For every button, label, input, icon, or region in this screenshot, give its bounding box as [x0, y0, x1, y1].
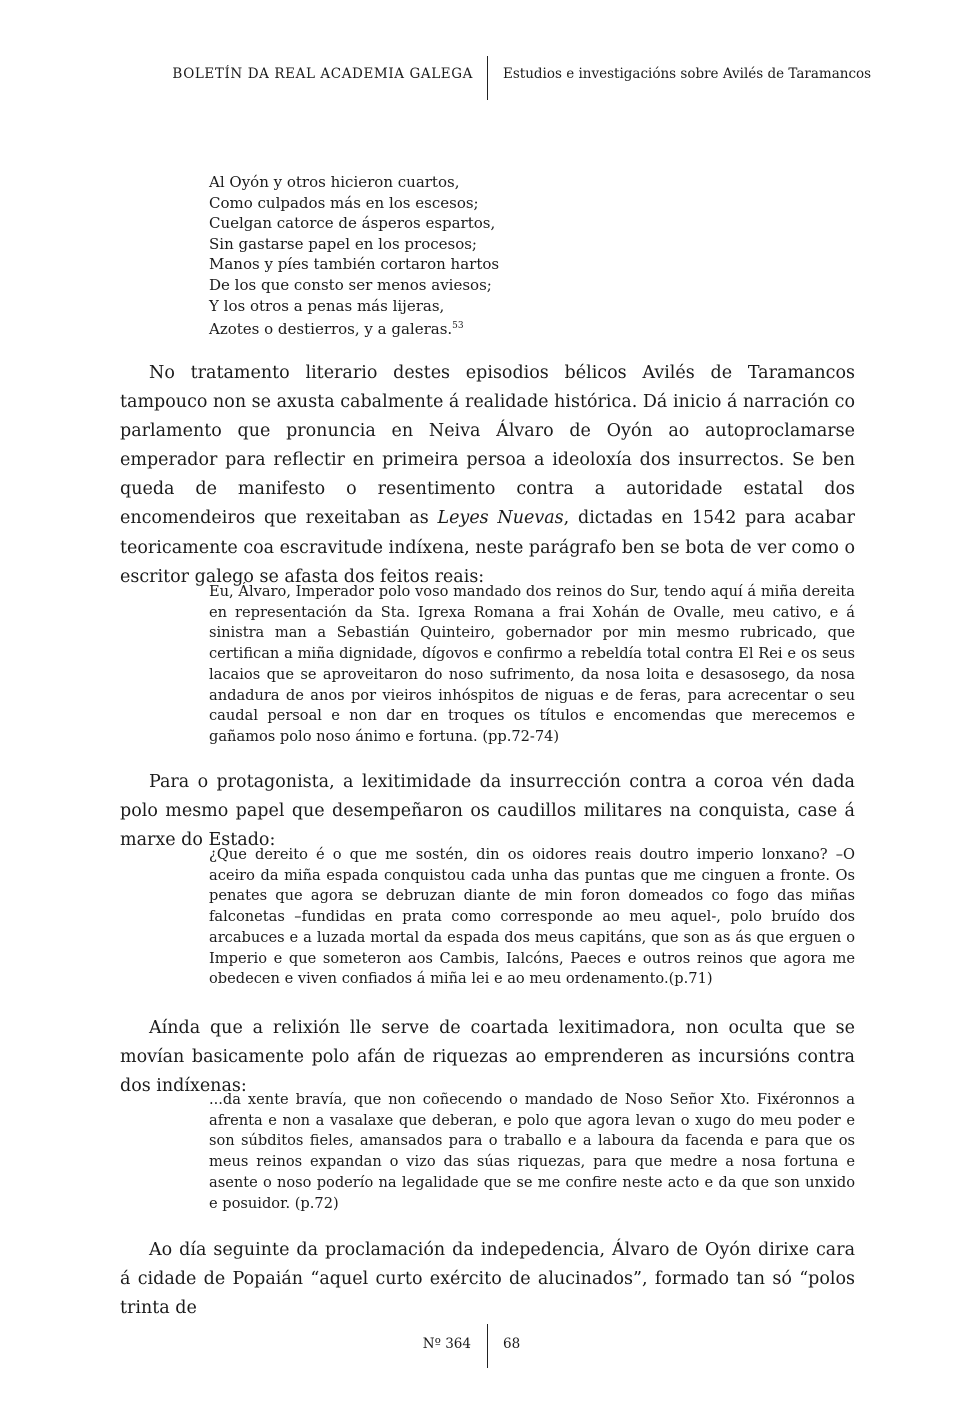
running-header	[0, 56, 975, 100]
journal-title: BOLETÍN DA REAL ACADEMIA GALEGA	[172, 66, 473, 82]
paragraph-text: Aínda que a relixión lle serve de coartada lexitimadora, non oculta que se movían basicamente polo afán de riquezas ao emprenderen as incursións contra dos indíxenas:	[120, 1018, 855, 1097]
paragraph-text: Ao día seguinte da proclamación da indepedencia, Álvaro de Oyón dirixe cara á cidade de Popaián “aquel curto exército de alucinados”, formado tan só “polos trinta de	[120, 1240, 855, 1319]
block-quote-1: Eu, Álvaro, Imperador polo voso mandado dos reinos do Sur, tendo aquí á miña dereita en representación da Sta. Igrexa Romana a frai Xohán de Ovalle, meu cativo, e á sinistra man a Sebastián Quinteiro, gobernador por min mesmo rubricado, que certifican a miña dignidade, dígovos e confirmo a rebeldía total contra El Rei e os seus lacaios que se aproveitaron do noso sufrimento, da nosa loita e desasosego, da nosa andadura de anos por vieiros inhóspitos de niguas e de feras, para acrecentar o seu caudal persoal e non dar en troques os títulos e encomendas que merecemos e gañamos polo noso ánimo e fortuna. (pp.72-74)	[209, 583, 855, 745]
poem-line: Cuelgan catorce de ásperos espartos,	[209, 214, 496, 233]
body-paragraph-1	[120, 359, 855, 592]
poem-line: Sin gastarse papel en los procesos;	[209, 234, 477, 253]
footer-divider	[487, 1324, 488, 1368]
body-paragraph-3	[120, 1014, 855, 1101]
italic-title: Leyes Nuevas	[437, 508, 564, 529]
paragraph-text: , dictadas en 1542 para acabar teoricamente coa escravitude indíxena, neste parágrafo ben se bota de ver como o escritor galego se afasta dos feitos reais:	[120, 508, 856, 587]
poem-line: De los que consto ser menos aviesos;	[209, 275, 492, 294]
footnote-marker[interactable]: 53	[452, 321, 464, 332]
paragraph-text: Para o protagonista, a lexitimidade da insurrección contra a coroa vén dada polo mesmo papel que desempeñaron os caudillos militares na conquista, case á marxe do Estado:	[120, 772, 855, 851]
poem-line-last	[209, 316, 499, 340]
body-paragraph-4	[120, 1236, 855, 1323]
poem-quotation	[209, 172, 499, 340]
body-paragraph-2	[120, 768, 855, 855]
section-title: Estudios e investigacións sobre Avilés de Taramancos	[503, 66, 872, 82]
poem-line-text: Azotes o destierros, y a galeras.	[209, 320, 453, 339]
page-number: 68	[503, 1336, 521, 1352]
block-quote-2: ¿Que dereito é o que me sostén, din os oidores reais doutro imperio lonxano? –O aceiro da miña espada conquistou cada unha das puntas que me cinguen a fronte. Os penates que agora se debruzan diante de min foron domeados co fogo das miñas falconetas –fundidas en prata como corresponde ao meu aquel-, polo bruído dos arcabuces e a luzada mortal da espada dos meus capitáns, que son as ás que erguen o Imperio e que someteron aos Cambis, Ialcóns, Paeces e outros reinos que agora me obedecen e viven confiados á miña lei e ao meu ordenamento.(p.71)	[209, 846, 855, 988]
page-footer	[0, 1324, 975, 1368]
poem-line: Y los otros a penas más lijeras,	[209, 296, 445, 315]
header-divider	[487, 56, 488, 100]
paragraph-text: No tratamento literario destes episodios bélicos Avilés de Taramancos tampouco non se axusta cabalmente á realidade histórica. Dá inicio á narración co parlamento que pronuncia en Neiva Álvaro de Oyón ao autoproclamarse emperador para reflectir en primeira persoa a ideoloxía dos insurrectos. Se ben queda de manifesto o resentimento contra a autoridade estatal dos encomendeiros que rexeitaban as	[120, 363, 855, 529]
block-quote-3: ...da xente bravía, que non coñecendo o mandado de Noso Señor Xto. Fixéronnos a afrenta e non a vasalaxe que deberan, e polo que agora levan o xugo do meu poder e son súbditos fieles, amansados para o traballo e a laboura da facenda e para que os meus reinos expandan o vizo das súas riquezas, para que medre a nosa fortuna e asente o noso poderío na legalidade que se me confire neste acto e da que son unxido e posuidor. (p.72)	[209, 1091, 855, 1212]
poem-line: Al Oyón y otros hicieron cuartos,	[209, 173, 460, 191]
issue-number: Nº 364	[422, 1336, 471, 1352]
poem-line: Manos y píes también cortaron hartos	[209, 255, 500, 274]
poem-line: Como culpados más en los escesos;	[209, 193, 479, 212]
